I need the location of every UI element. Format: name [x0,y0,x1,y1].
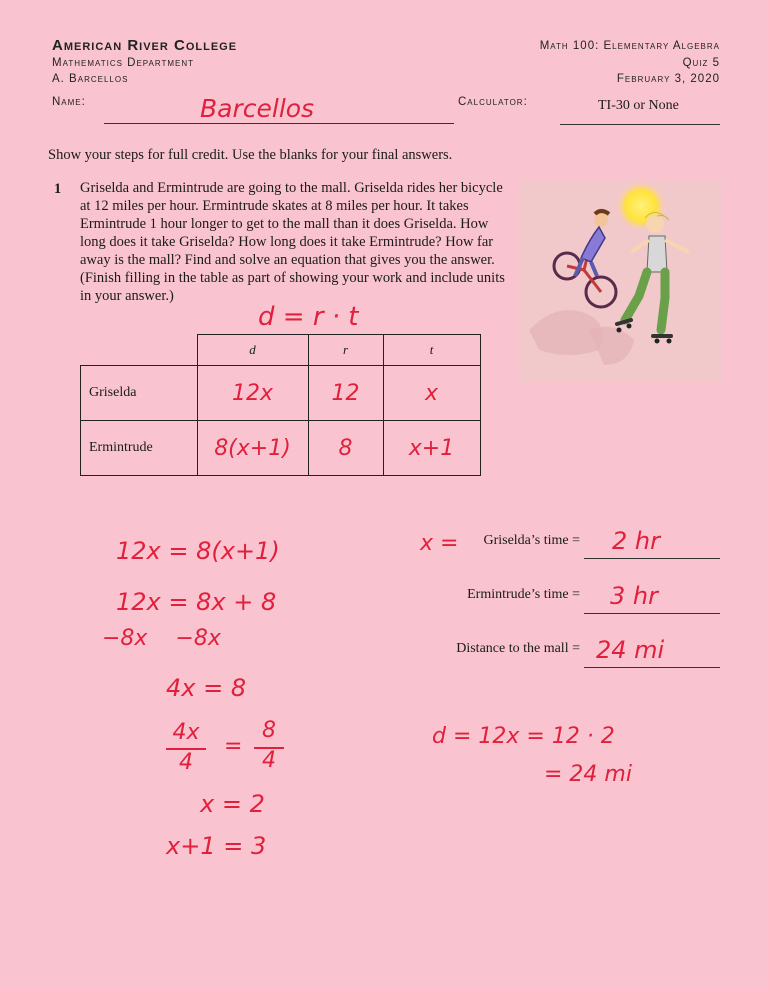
frac-right-den: 4 [262,748,276,773]
table-header-d: d [197,335,308,366]
quiz-number: Quiz 5 [682,57,720,69]
department-name: Mathematics Department [52,57,195,69]
ermintrude-time-label: Ermintrude’s time = [467,587,580,602]
griselda-time-label: Griselda’s time = [483,533,580,548]
distance-label: Distance to the mall = [456,641,580,656]
cell-r-ermintrude: 8 [338,435,353,461]
frac-equals: = [224,734,243,759]
frac-left-den: 4 [179,750,193,775]
ermintrude-time-value: 3 hr [610,582,658,610]
work-line-1: 12x = 8(x+1) [116,537,280,565]
cell-r-griselda: 12 [331,380,360,406]
formula-handwritten: d = r · t [258,302,359,332]
griselda-time-value: 2 hr [612,527,660,555]
drt-table [80,334,481,476]
problem-text: Griselda and Ermintrude are going to the mall. Griselda rides her bicycle at 12 miles per hour. Ermintrude skates at 8 miles per hour. It takes Ermintrude 1 hour longer to get to the mall than it does Griselda. How long does it take Griselda? How long does it take Ermintrude? How far away is the mall? Find and solve an equation that gives you the answer. (Finish filling in the table as part of showing your work and include units in your answer.) [80,180,505,304]
instructor-name: A. Barcellos [52,73,129,85]
name-handwritten: Barcellos [200,94,315,123]
cell-t-ermintrude: x+1 [408,435,455,461]
work-line-7: x+1 = 3 [166,832,267,860]
work-line-6: x = 2 [200,790,265,818]
college-name: American River College [52,37,238,54]
side-work-line-2: = 24 mi [544,762,632,787]
cell-d-griselda: 12x [231,380,273,406]
table-header-row [81,335,481,366]
distance-blank[interactable] [584,667,720,668]
illustration-biker-skater [519,180,721,382]
name-label: Name: [52,96,86,108]
instructions: Show your steps for full credit. Use the blanks for your final answers. [48,147,453,163]
table-header-t: t [383,335,480,366]
side-work-line-1: d = 12x = 12 · 2 [432,724,615,749]
table-row [81,366,481,421]
ermintrude-time-blank[interactable] [584,613,720,614]
calculator-label: Calculator: [458,96,528,108]
row-name-ermintrude: Ermintrude [81,421,198,476]
problem-number: 1 [54,181,62,197]
cell-t-griselda: x [424,380,439,406]
work-line-3: −8x −8x [102,626,221,651]
cell-d-ermintrude: 8(x+1) [214,435,291,461]
frac-left-num: 4x [172,720,200,745]
table-header-empty [81,335,198,366]
griselda-time-blank[interactable] [584,558,720,559]
calculator-line [560,124,720,125]
name-line [104,123,454,124]
table-row [81,421,481,476]
x-prefix: x = [420,531,459,556]
quiz-date: February 3, 2020 [616,73,720,85]
table-header-r: r [308,335,383,366]
distance-value: 24 mi [596,636,665,664]
work-line-2: 12x = 8x + 8 [116,588,277,616]
calculator-value: TI-30 or None [598,98,679,113]
illustration-svg [519,180,721,382]
course-title: Math 100: Elementary Algebra [539,40,720,52]
work-line-4: 4x = 8 [166,674,247,702]
row-name-griselda: Griselda [81,366,198,421]
frac-right-num: 8 [262,718,276,743]
